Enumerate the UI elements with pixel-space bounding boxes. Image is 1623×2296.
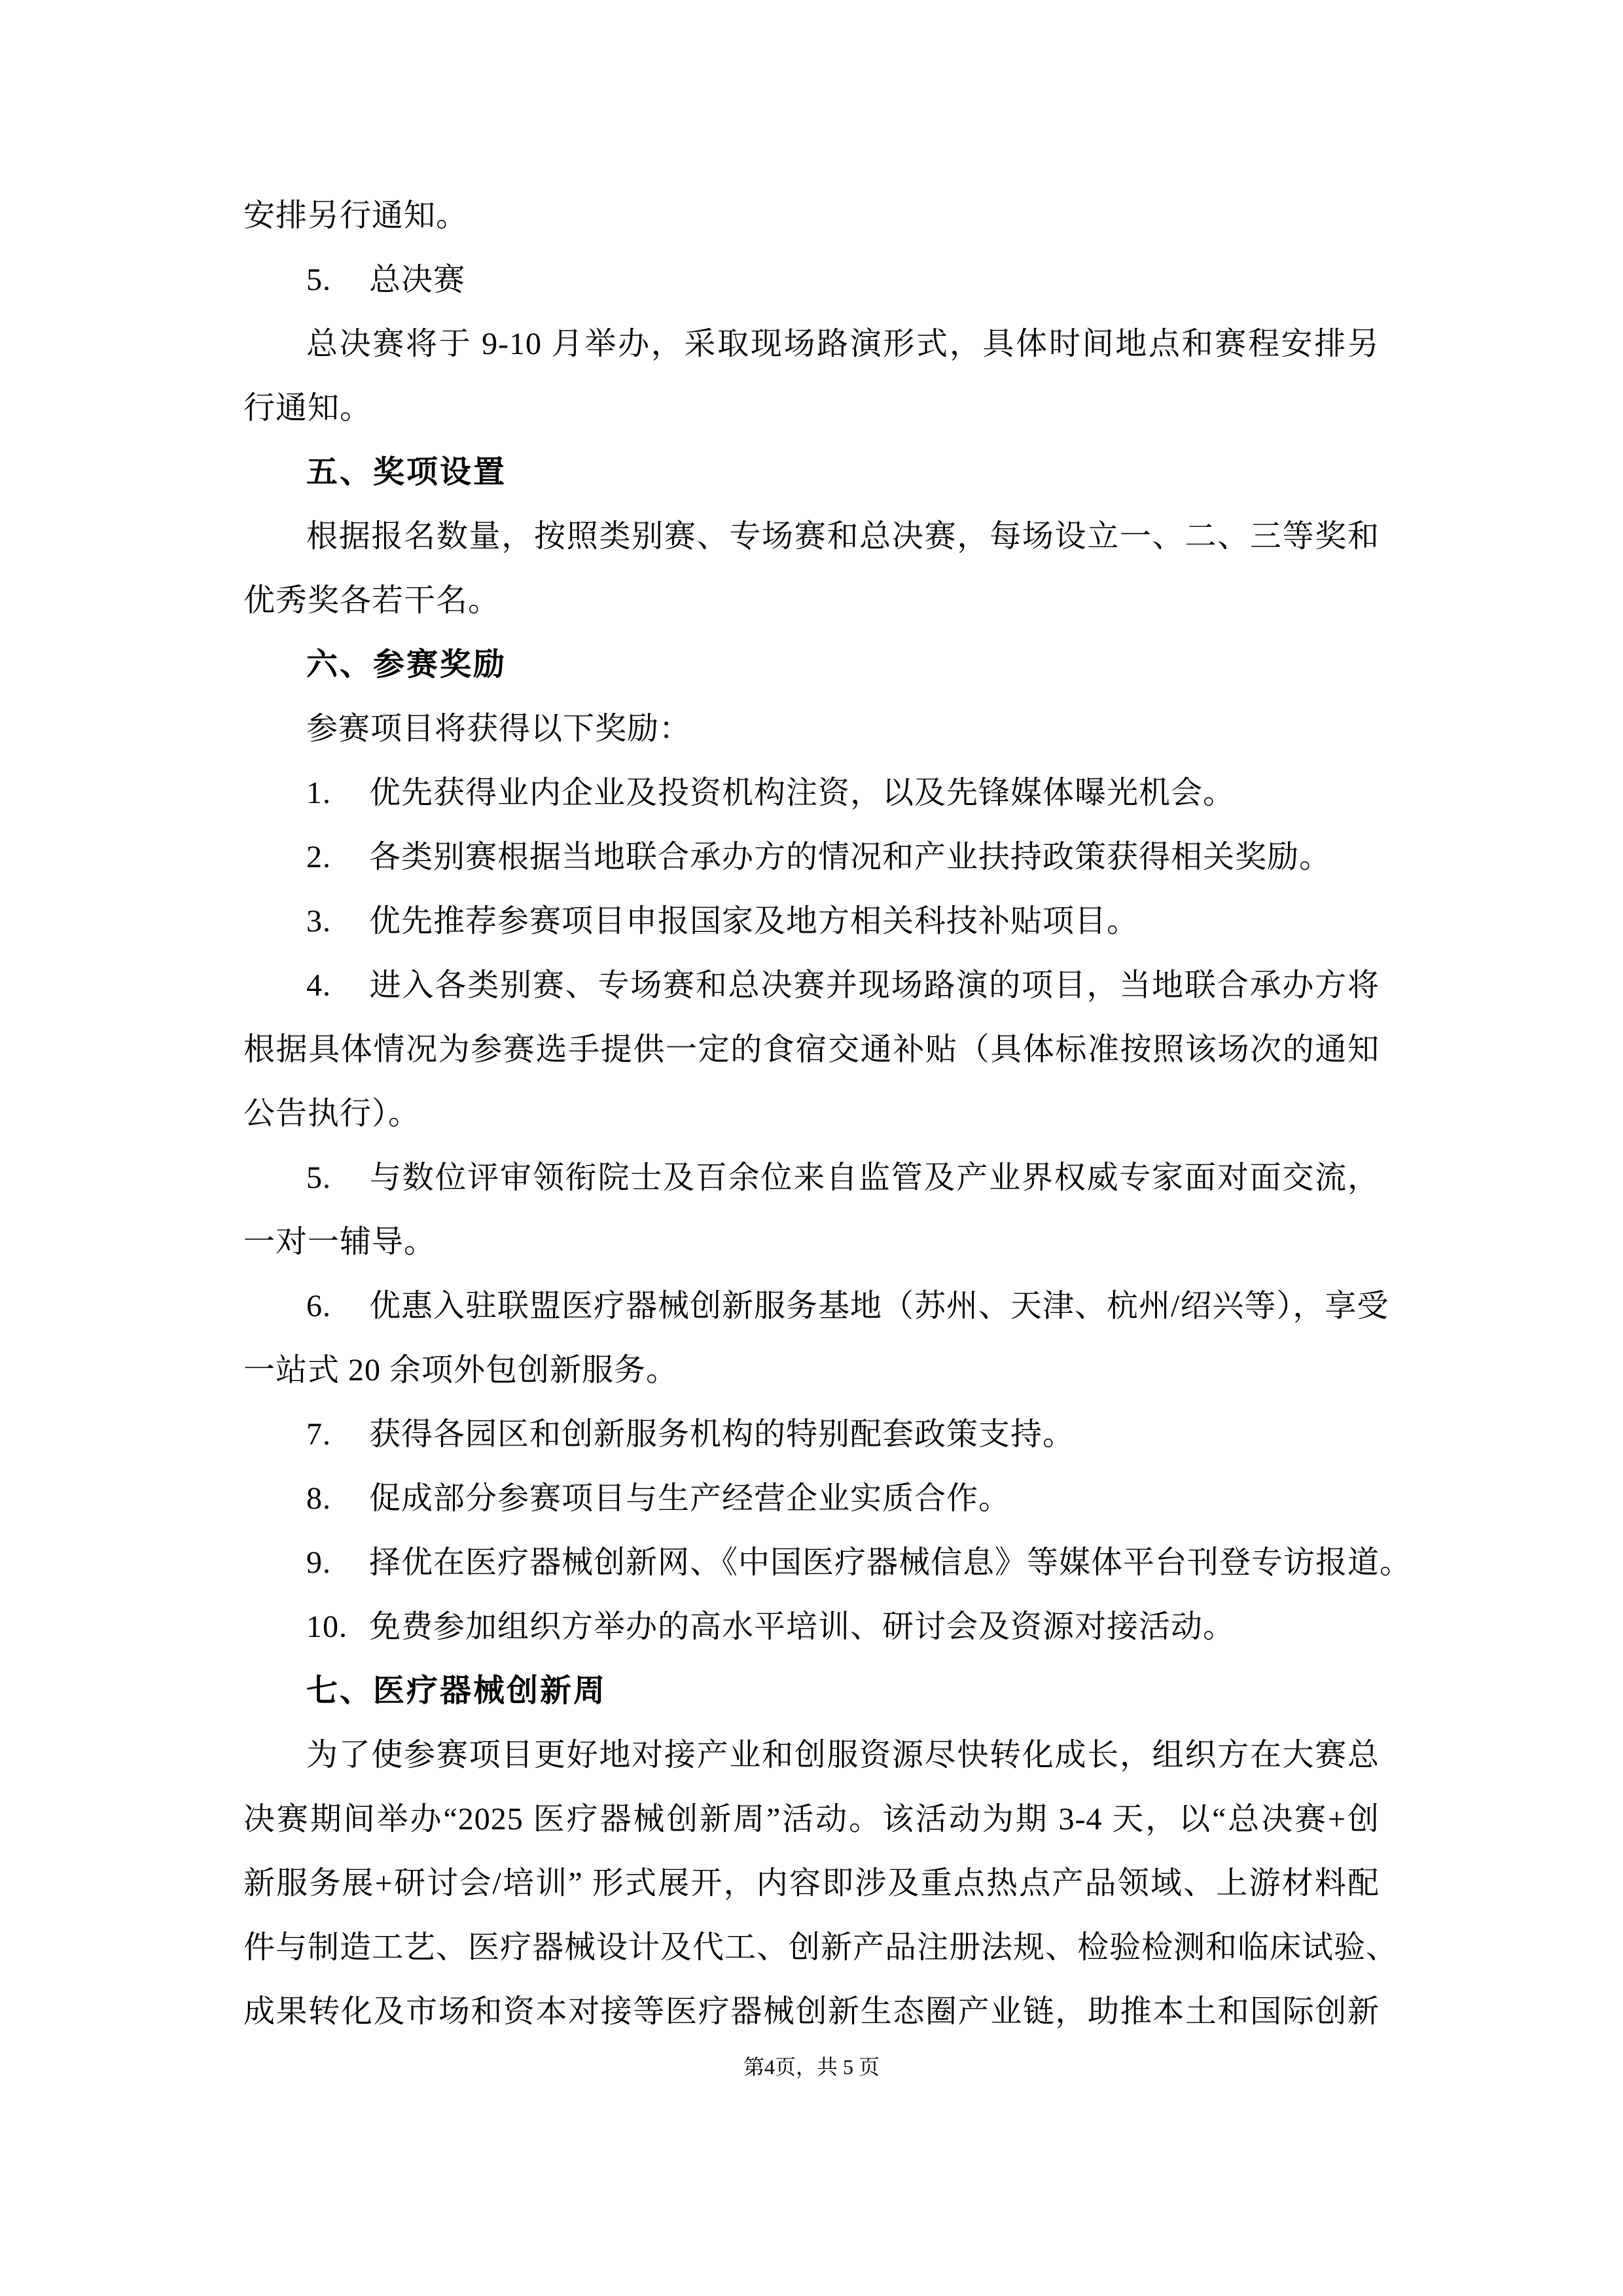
text-line: 优秀奖各若干名。 xyxy=(243,583,501,618)
text-line: 一站式 20 余项外包创新服务。 xyxy=(243,1353,679,1388)
list-item-text: 总决赛 xyxy=(369,262,466,297)
list-item-text: 各类别赛根据当地联合承办方的情况和产业扶持政策获得相关奖励。 xyxy=(369,840,1332,874)
text-line: 一对一辅导。 xyxy=(243,1225,437,1259)
list-item-text: 促成部分参赛项目与生产经营企业实质合作。 xyxy=(369,1481,1011,1516)
list-item-text: 免费参加组织方举办的高水平培训、研讨会及资源对接活动。 xyxy=(369,1609,1236,1644)
list-number: 5. xyxy=(306,262,331,297)
list-item-text: 优先获得业内企业及投资机构注资，以及先锋媒体曝光机会。 xyxy=(369,776,1236,810)
text-line: 件与制造工艺、医疗器械设计及代工、创新产品注册法规、检验检测和临床试验、 xyxy=(243,1930,1399,1965)
text-line xyxy=(243,889,1380,954)
text-line xyxy=(243,1595,1380,1659)
text-line: 为了使参赛项目更好地对接产业和创服资源尽快转化成长，组织方在大赛总 xyxy=(306,1738,1380,1772)
text-line: 成果转化及市场和资本对接等医疗器械创新生态圈产业链，助推本土和国际创新 xyxy=(243,1994,1380,2029)
text-line: 总决赛将于 9-10 月举办，采取现场路演形式，具体时间地点和赛程安排另 xyxy=(306,327,1380,361)
text-line xyxy=(243,825,1380,889)
text-line: 根据具体情况为参赛选手提供一定的食宿交通补贴（具体标准按照该场次的通知 xyxy=(243,1032,1380,1067)
text-line: 参赛项目将获得以下奖励： xyxy=(306,711,692,746)
section-heading: 五、奖项设置 xyxy=(306,455,507,490)
text-line: 根据报名数量，按照类别赛、专场赛和总决赛，每场设立一、二、三等奖和 xyxy=(306,519,1380,554)
list-number: 4. xyxy=(306,968,331,1003)
list-number: 5. xyxy=(306,1160,331,1195)
page-footer: 第4页，共 5 页 xyxy=(743,2055,880,2079)
text-line xyxy=(243,1531,1412,1595)
section-heading: 六、参赛奖励 xyxy=(306,647,507,682)
text-line: 安排另行通知。 xyxy=(243,198,469,233)
text-line xyxy=(243,1146,1380,1210)
document-body xyxy=(243,184,1412,2044)
text-line: 决赛期间举办“2025 医疗器械创新周”活动。该活动为期 3-4 天，以“总决赛+创 xyxy=(243,1802,1380,1837)
list-item-text: 进入各类别赛、专场赛和总决赛并现场路演的项目，当地联合承办方将 xyxy=(369,968,1380,1003)
list-item-text: 与数位评审领衔院士及百余位来自监管及产业界权威专家面对面交流， xyxy=(369,1160,1380,1195)
list-number: 10. xyxy=(306,1609,348,1644)
text-line: 公告执行）。 xyxy=(243,1096,421,1131)
list-item-text: 择优在医疗器械创新网、《中国医疗器械信息》等媒体平台刊登专访报道。 xyxy=(369,1545,1412,1580)
text-line xyxy=(243,1403,1380,1467)
list-item-text: 优惠入驻联盟医疗器械创新服务基地（苏州、天津、杭州/绍兴等），享受 xyxy=(369,1289,1389,1323)
list-number: 1. xyxy=(306,776,331,810)
text-line: 新服务展+研讨会/培训” 形式展开，内容即涉及重点热点产品领域、上游材料配 xyxy=(243,1866,1380,1901)
text-line xyxy=(243,1274,1389,1338)
text-line xyxy=(243,248,1380,312)
list-item-text: 优先推荐参赛项目申报国家及地方相关科技补贴项目。 xyxy=(369,904,1139,939)
text-line xyxy=(243,1467,1380,1531)
list-number: 3. xyxy=(306,904,331,939)
list-number: 9. xyxy=(306,1545,331,1580)
text-line: 行通知。 xyxy=(243,391,372,425)
section-heading: 七、医疗器械创新周 xyxy=(306,1674,607,1708)
list-number: 8. xyxy=(306,1481,331,1516)
list-item-text: 获得各园区和创新服务机构的特别配套政策支持。 xyxy=(369,1417,1075,1452)
text-line xyxy=(243,761,1380,825)
text-line xyxy=(243,954,1380,1018)
list-number: 2. xyxy=(306,840,331,874)
list-number: 7. xyxy=(306,1417,331,1452)
list-number: 6. xyxy=(306,1289,331,1323)
